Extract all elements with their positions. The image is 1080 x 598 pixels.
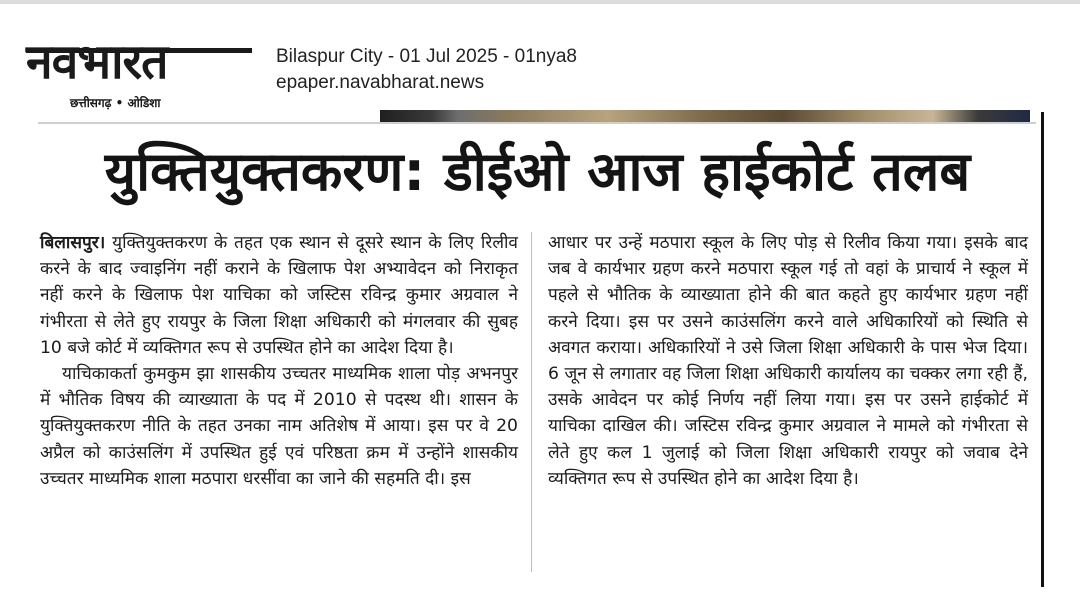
- logo-subtitle: छत्तीसगढ़ • ओडिशा: [70, 96, 161, 110]
- top-rule: [38, 122, 1036, 124]
- website-link[interactable]: epaper.navabharat.news: [276, 72, 485, 93]
- paragraph-2: याचिकाकर्ता कुमकुम झा शासकीय उच्चतर माध्यमिक शाला पोड़ अभनपुर में भौतिक विषय की व्याख्याता के पद में 2010 से पदस्थ थी। शासन के युक्तियुक्तकरण नीति के तहत उनका नाम अतिशेष में आया। इस पर वे 20 अप्रैल को काउंसलिंग में उपस्थित हुई एवं परिष्ठता क्रम में उन्होंने शासकीय उच्चतर माध्यमिक शाला मठपारा धरसींवा का जाने की सहमति दी। इस: [40, 364, 518, 489]
- paragraph-3: आधार पर उन्हें मठपारा स्कूल के लिए पोड़ से रिलीव किया गया। इसके बाद जब वे कार्यभार ग्रहण करने मठपारा स्कूल गई तो वहां के प्राचार्य ने स्कूल में पहले से भौतिक के व्याख्याता होने की बात कहते हुए कार्यभार ग्रहण नहीं करने दिया। इस पर उसने काउंसलिंग करने वाले अधिकारियों को स्थिति से अवगत कराया। अधिकारियों ने उसे जिला शिक्षा अधिकारी के पास भेज दिया। 6 जून से लगातार वह जिला शिक्षा अधिकारी कार्यालय का चक्कर लगा रही हैं, उसके आवेदन पर कोई निर्णय नहीं लिया गया। इस पर उसने हाईकोर्ट में याचिका दाखिल की। जस्टिस रविन्द्र कुमार अग्रवाल ने मामले को गंभीरता से लेते हुए कल 1 जुलाई को जिला शिक्षा अधिकारी रायपुर को जवाब देने व्यक्तिगत रूप से उपस्थित होने का आदेश दिया है।: [548, 233, 1028, 489]
- right-rule: [1041, 112, 1044, 587]
- paragraph-1-text: युक्तियुक्तकरण के तहत एक स्थान से दूसरे स्थान के लिए रिलीव करने के बाद ज्वाइनिंग नहीं कराने के खिलाफ पेश अभ्यावेदन को निराकृत नहीं करने के खिलाफ पेश याचिका को जस्टिस रविन्द्र कुमार अग्रवाल ने गंभीरता से लेते हुए रायपुर के जिला शिक्षा अधिकारी को मंगलवार की सुबह 10 बजे कोर्ट में व्यक्तिगत रूप से उपस्थित होने का आदेश दिया है।: [40, 233, 518, 358]
- dateline: बिलासपुर।: [40, 233, 106, 253]
- edition-info: [276, 44, 577, 96]
- article-column-2: [548, 230, 1028, 492]
- column-divider: [531, 232, 532, 572]
- logo-text: नवभारत: [26, 34, 168, 90]
- paragraph-1: [40, 230, 518, 361]
- edition-line: Bilaspur City - 01 Jul 2025 - 01nya8: [276, 46, 577, 67]
- article-headline: युक्तियुक्तकरण: डीईओ आज हाईकोर्ट तलब: [104, 140, 971, 203]
- cropped-photo-strip: [380, 110, 1030, 122]
- article-column-1: [40, 230, 518, 492]
- top-border: [0, 0, 1080, 4]
- newspaper-logo: [22, 34, 260, 114]
